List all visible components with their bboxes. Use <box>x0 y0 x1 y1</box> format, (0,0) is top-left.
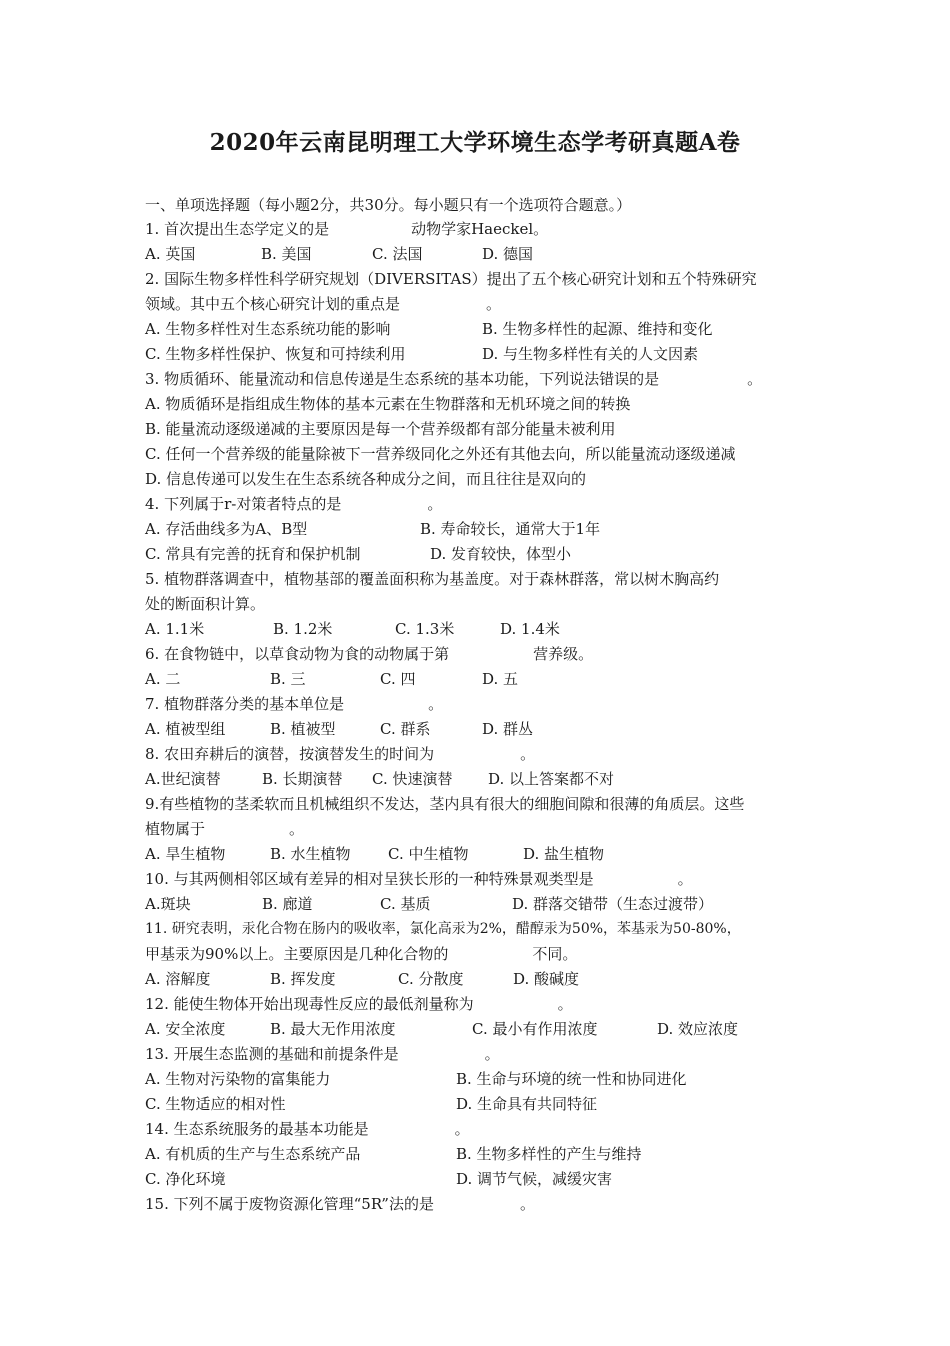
question-text-end: 营养级。 <box>533 645 594 663</box>
option-c: C. 常具有完善的抚育和保护机制 <box>145 545 361 563</box>
question-text: 领域。其中五个核心研究计划的重点是 <box>145 295 401 313</box>
option-a: A.斑块 <box>145 895 191 913</box>
question-text-end: 。 <box>486 295 502 313</box>
option-d: D. 与生物多样性有关的人文因素 <box>482 345 699 363</box>
question-text: 12. 能使生物体开始出现毒性反应的最低剂量称为 <box>145 995 474 1013</box>
option-b: B. 长期演替 <box>262 770 343 788</box>
option-b: B. 生物多样性的起源、维持和变化 <box>482 320 713 338</box>
option-d: D. 德国 <box>482 245 534 263</box>
question-text-end: 。 <box>428 695 444 713</box>
question-text: 1. 首次提出生态学定义的是 <box>145 220 330 238</box>
option-d: D. 效应浓度 <box>657 1020 739 1038</box>
option-c: C. 快速演替 <box>372 770 453 788</box>
question-text: 14. 生态系统服务的最基本功能是 <box>145 1120 369 1138</box>
option-b: B. 三 <box>270 670 306 688</box>
question-9-cont <box>145 819 304 839</box>
option-c: C. 中生植物 <box>388 845 469 863</box>
question-2: 2. 国际生物多样性科学研究规划（DIVERSITAS）提出了五个核心研究计划和五个特殊研究 <box>145 270 757 288</box>
option-b: B. 挥发度 <box>270 970 336 988</box>
page-title: 2020年云南昆明理工大学环境生态学考研真题A卷 <box>209 129 741 156</box>
question-text: 甲基汞为90%以上。主要原因是几种化合物的 <box>145 945 449 963</box>
option-d: D. 群丛 <box>482 720 534 738</box>
option-b: B. 植被型 <box>270 720 336 738</box>
option-a: A. 有机质的生产与生态系统产品 <box>145 1145 361 1163</box>
question-text-end: 。 <box>289 820 305 838</box>
option-d: D. 以上答案都不对 <box>488 770 615 788</box>
option-c: C. 法国 <box>372 245 423 263</box>
option-a: A. 物质循环是指组成生物体的基本元素在生物群落和无机环境之间的转换 <box>145 395 631 413</box>
question-text-end: 。 <box>484 1045 500 1063</box>
question-1 <box>145 219 548 239</box>
question-text: 15. 下列不属于废物资源化管理“5R”法的是 <box>145 1195 434 1213</box>
option-d: D. 发育较快，体型小 <box>430 545 572 563</box>
option-b: B. 生命与环境的统一性和协同进化 <box>456 1070 687 1088</box>
question-3 <box>145 369 762 389</box>
question-9: 9.有些植物的茎柔软而且机械组织不发达，茎内具有很大的细胞间隙和很薄的角质层。这些 <box>145 795 745 813</box>
question-7 <box>145 694 443 714</box>
question-text-end: 不同。 <box>532 945 578 963</box>
question-text-end: 。 <box>677 870 693 888</box>
option-d: D. 生命具有共同特征 <box>456 1095 598 1113</box>
question-14 <box>145 1119 470 1139</box>
option-d: D. 酸碱度 <box>513 970 580 988</box>
option-c: C. 四 <box>380 670 416 688</box>
option-a: A. 存活曲线多为A、B型 <box>145 520 308 538</box>
option-b: B. 能量流动逐级递减的主要原因是每一个营养级都有部分能量未被利用 <box>145 420 616 438</box>
option-b: B. 1.2米 <box>273 620 333 638</box>
question-5-cont: 处的断面积计算。 <box>145 595 266 613</box>
question-text: 7. 植物群落分类的基本单位是 <box>145 695 345 713</box>
option-c: C. 分散度 <box>398 970 464 988</box>
option-c: C. 最小有作用浓度 <box>472 1020 598 1038</box>
question-text-end: 。 <box>557 995 573 1013</box>
option-a: A. 1.1米 <box>145 620 205 638</box>
option-d: D. 调节气候，减缓灾害 <box>456 1170 613 1188</box>
question-text-end: 。 <box>747 370 763 388</box>
option-a: A. 溶解度 <box>145 970 211 988</box>
question-2-cont <box>145 294 501 314</box>
section-heading: 一、单项选择题（每小题2分，共30分。每小题只有一个选项符合题意。） <box>145 196 632 214</box>
option-a: A. 英国 <box>145 245 196 263</box>
question-text-end: 。 <box>427 495 443 513</box>
question-12 <box>145 994 573 1014</box>
option-a: A. 生物多样性对生态系统功能的影响 <box>145 320 391 338</box>
option-c: C. 1.3米 <box>395 620 455 638</box>
question-8 <box>145 744 535 764</box>
option-c: C. 生物适应的相对性 <box>145 1095 286 1113</box>
option-c: C. 任何一个营养级的能量除被下一营养级同化之外还有其他去向，所以能量流动逐级递减 <box>145 445 736 463</box>
question-11: 11. 研究表明，汞化合物在肠内的吸收率，氯化高汞为2%，醋醇汞为50%，苯基汞为50-80%， <box>145 921 741 937</box>
question-text: 3. 物质循环、能量流动和信息传递是生态系统的基本功能，下列说法错误的是 <box>145 370 660 388</box>
question-text: 植物属于 <box>145 820 206 838</box>
question-text-end: 。 <box>520 745 536 763</box>
question-5: 5. 植物群落调查中，植物基部的覆盖面积称为基盖度。对于森林群落，常以树木胸高约 <box>145 570 720 588</box>
option-a: A. 安全浓度 <box>145 1020 226 1038</box>
question-text: 6. 在食物链中，以草食动物为食的动物属于第 <box>145 645 450 663</box>
option-b: B. 寿命较长，通常大于1年 <box>420 520 601 538</box>
option-d: D. 群落交错带（生态过渡带） <box>512 895 714 913</box>
question-13 <box>145 1044 500 1064</box>
question-text-end: 动物学家Haeckel。 <box>411 220 549 238</box>
option-c: C. 生物多样性保护、恢复和可持续利用 <box>145 345 406 363</box>
question-text: 8. 农田弃耕后的演替，按演替发生的时间为 <box>145 745 435 763</box>
question-4 <box>145 494 442 514</box>
question-text: 10. 与其两侧相邻区域有差异的相对呈狭长形的一种特殊景观类型是 <box>145 870 594 888</box>
option-c: C. 基质 <box>380 895 431 913</box>
option-d: D. 1.4米 <box>500 620 560 638</box>
question-text-end: 。 <box>519 1195 535 1213</box>
option-d: D. 盐生植物 <box>523 845 605 863</box>
option-b: B. 廊道 <box>262 895 313 913</box>
question-text: 4. 下列属于r-对策者特点的是 <box>145 495 342 513</box>
question-10 <box>145 869 693 889</box>
option-b: B. 最大无作用浓度 <box>270 1020 396 1038</box>
option-a: A. 二 <box>145 670 181 688</box>
option-b: B. 水生植物 <box>270 845 351 863</box>
option-c: C. 净化环境 <box>145 1170 226 1188</box>
question-15 <box>145 1194 535 1214</box>
question-6 <box>145 644 593 664</box>
option-d: D. 五 <box>482 670 519 688</box>
option-a: A. 旱生植物 <box>145 845 226 863</box>
option-a: A.世纪演替 <box>145 770 221 788</box>
option-d: D. 信息传递可以发生在生态系统各种成分之间，而且往往是双向的 <box>145 470 587 488</box>
option-b: B. 生物多样性的产生与维持 <box>456 1145 642 1163</box>
question-11-cont <box>145 944 577 964</box>
question-text: 13. 开展生态监测的基础和前提条件是 <box>145 1045 399 1063</box>
option-c: C. 群系 <box>380 720 431 738</box>
option-a: A. 植被型组 <box>145 720 226 738</box>
option-a: A. 生物对污染物的富集能力 <box>145 1070 331 1088</box>
option-b: B. 美国 <box>261 245 312 263</box>
question-text-end: 。 <box>454 1120 470 1138</box>
